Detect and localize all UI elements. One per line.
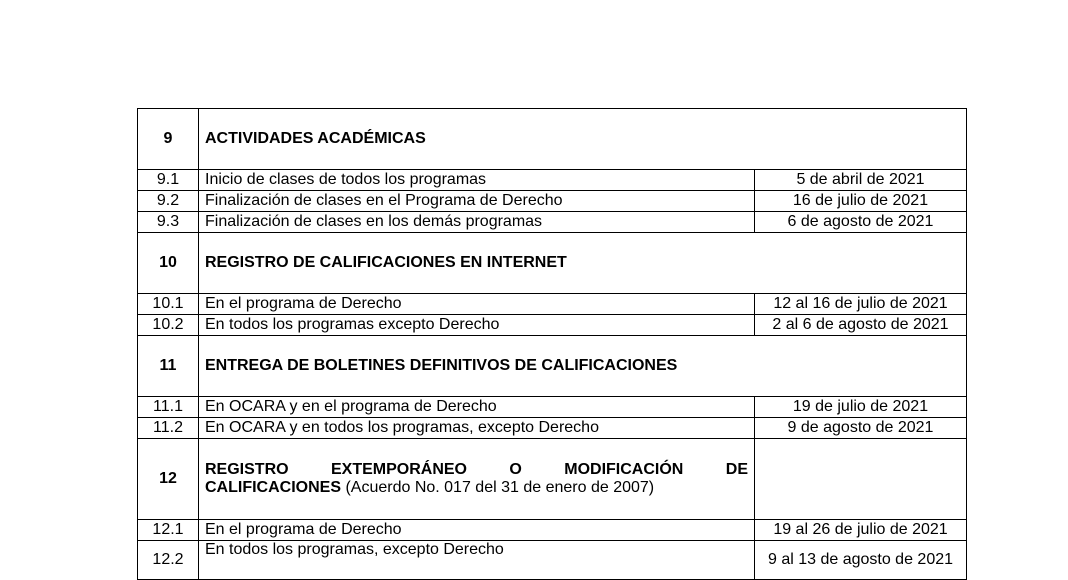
item-description: En OCARA y en el programa de Derecho: [199, 397, 755, 418]
title-word: MODIFICACIÓN: [564, 461, 684, 478]
item-description: En todos los programas excepto Derecho: [199, 315, 755, 336]
section-title: ACTIVIDADES ACADÉMICAS: [199, 109, 967, 170]
item-number: 12.1: [138, 520, 199, 541]
item-number: 9.3: [138, 212, 199, 233]
table-row: [138, 191, 967, 212]
item-date: 19 de julio de 2021: [755, 397, 967, 418]
table-row: [138, 418, 967, 439]
section-number: 11: [138, 336, 199, 397]
title-word: DE: [725, 461, 748, 478]
section-row-9: [138, 109, 967, 170]
table-row: [138, 541, 967, 580]
item-description: En todos los programas, excepto Derecho: [199, 541, 755, 580]
item-description: Finalización de clases en los demás programas: [199, 212, 755, 233]
item-number: 10.1: [138, 294, 199, 315]
item-description: En OCARA y en todos los programas, excepto Derecho: [199, 418, 755, 439]
item-number: 9.2: [138, 191, 199, 212]
item-date: 5 de abril de 2021: [755, 170, 967, 191]
title-word: O: [509, 461, 522, 478]
table-row: [138, 212, 967, 233]
table-row: [138, 520, 967, 541]
section-title-line-1: [205, 461, 748, 479]
item-number: 11.2: [138, 418, 199, 439]
item-date: 16 de julio de 2021: [755, 191, 967, 212]
table-row: [138, 170, 967, 191]
item-description: Inicio de clases de todos los programas: [199, 170, 755, 191]
section-row-11: [138, 336, 967, 397]
section-title: [199, 439, 755, 520]
academic-calendar-table: [137, 108, 967, 580]
agreement-note: (Acuerdo No. 017 del 31 de enero de 2007): [341, 479, 655, 496]
item-date: 9 de agosto de 2021: [755, 418, 967, 439]
item-date: 9 al 13 de agosto de 2021: [755, 541, 967, 580]
item-date: 12 al 16 de julio de 2021: [755, 294, 967, 315]
title-word: REGISTRO: [205, 461, 289, 478]
section-row-12: [138, 439, 967, 520]
empty-cell: [755, 439, 967, 520]
section-number: 12: [138, 439, 199, 520]
section-row-10: [138, 233, 967, 294]
title-word: CALIFICACIONES: [205, 479, 341, 496]
section-title: ENTREGA DE BOLETINES DEFINITIVOS DE CALIFICACIONES: [199, 336, 967, 397]
item-date: 6 de agosto de 2021: [755, 212, 967, 233]
section-number: 10: [138, 233, 199, 294]
item-number: 12.2: [138, 541, 199, 580]
table-row: [138, 294, 967, 315]
table-row: [138, 397, 967, 418]
item-description: Finalización de clases en el Programa de Derecho: [199, 191, 755, 212]
item-description: En el programa de Derecho: [199, 520, 755, 541]
section-number: 9: [138, 109, 199, 170]
title-word: EXTEMPORÁNEO: [330, 461, 467, 478]
item-description: En el programa de Derecho: [199, 294, 755, 315]
table-row: [138, 315, 967, 336]
item-number: 9.1: [138, 170, 199, 191]
section-title: REGISTRO DE CALIFICACIONES EN INTERNET: [199, 233, 967, 294]
item-number: 10.2: [138, 315, 199, 336]
section-title-line-2: [205, 479, 748, 497]
item-date: 19 al 26 de julio de 2021: [755, 520, 967, 541]
item-number: 11.1: [138, 397, 199, 418]
item-date: 2 al 6 de agosto de 2021: [755, 315, 967, 336]
